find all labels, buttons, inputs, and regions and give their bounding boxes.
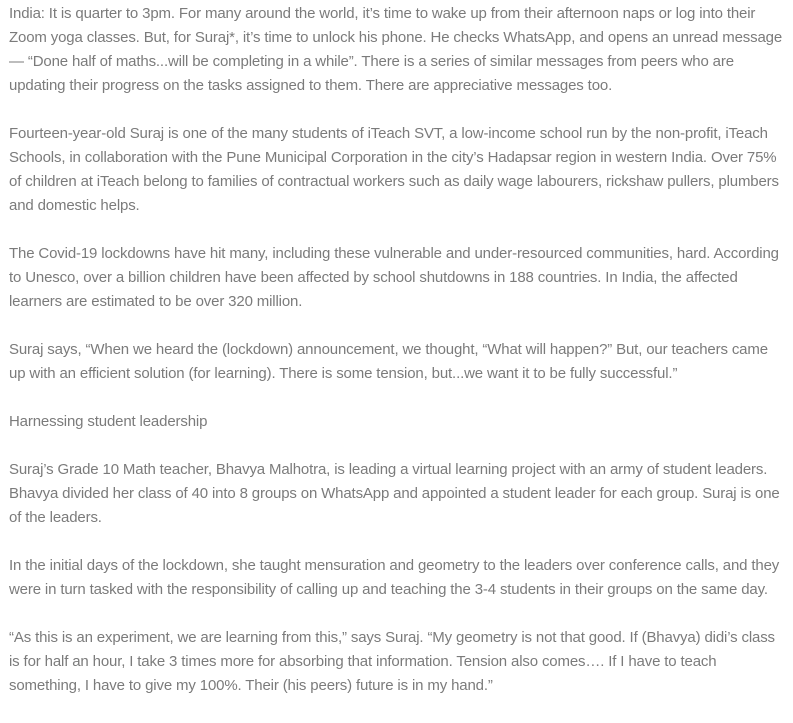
section-heading-student-leadership: Harnessing student leadership	[9, 413, 208, 430]
article-paragraph-teacher-project: Suraj’s Grade 10 Math teacher, Bhavya Malhotra, is leading a virtual learning project with an army of student leaders. Bhavya divided her class of 40 into 8 groups on WhatsApp and appointed a student leader for each group. Suraj is one of the leaders.	[9, 461, 780, 526]
article-paragraph-experiment-quote: “As this is an experiment, we are learning from this,” says Suraj. “My geometry is not that good. If (Bhavya) didi’s class is for half an hour, I take 3 times more for absorbing that information. Tension also comes…. If I have to teach something, I have to give my 100%. Their (his peers) future is in my hand.”	[9, 629, 775, 694]
article-paragraph-school-background: Fourteen-year-old Suraj is one of the many students of iTeach SVT, a low-income school run by the non-profit, iTeach Schools, in collaboration with the Pune Municipal Corporation in the city’s Hadapsar region in western India. Over 75% of children at iTeach belong to families of contractual workers such as daily wage labourers, rickshaw pullers, plumbers and domestic helps.	[9, 125, 779, 214]
article-paragraph-lockdown-teaching: In the initial days of the lockdown, she taught mensuration and geometry to the leaders over conference calls, and they were in turn tasked with the responsibility of calling up and teaching the 3-4 students in their groups on the same day.	[9, 557, 780, 598]
article-paragraph-covid-impact: The Covid-19 lockdowns have hit many, including these vulnerable and under-resourced communities, hard. According to Unesco, over a billion children have been affected by school shutdowns in 188 countries. In India, the affected learners are estimated to be over 320 million.	[9, 245, 779, 310]
article-paragraph-intro: India: It is quarter to 3pm. For many around the world, it’s time to wake up from their afternoon naps or log into their Zoom yoga classes. But, for Suraj*, it’s time to unlock his phone. He checks WhatsApp, and opens an unread message — “Done half of maths...will be completing in a while”. There is a series of similar messages from peers who are updating their progress on the tasks assigned to them. There are appreciative messages too.	[9, 5, 783, 94]
article-paragraph-suraj-quote: Suraj says, “When we heard the (lockdown) announcement, we thought, “What will happen?” But, our teachers came up with an efficient solution (for learning). There is some tension, but...we want it to be fully successful.”	[9, 341, 768, 382]
